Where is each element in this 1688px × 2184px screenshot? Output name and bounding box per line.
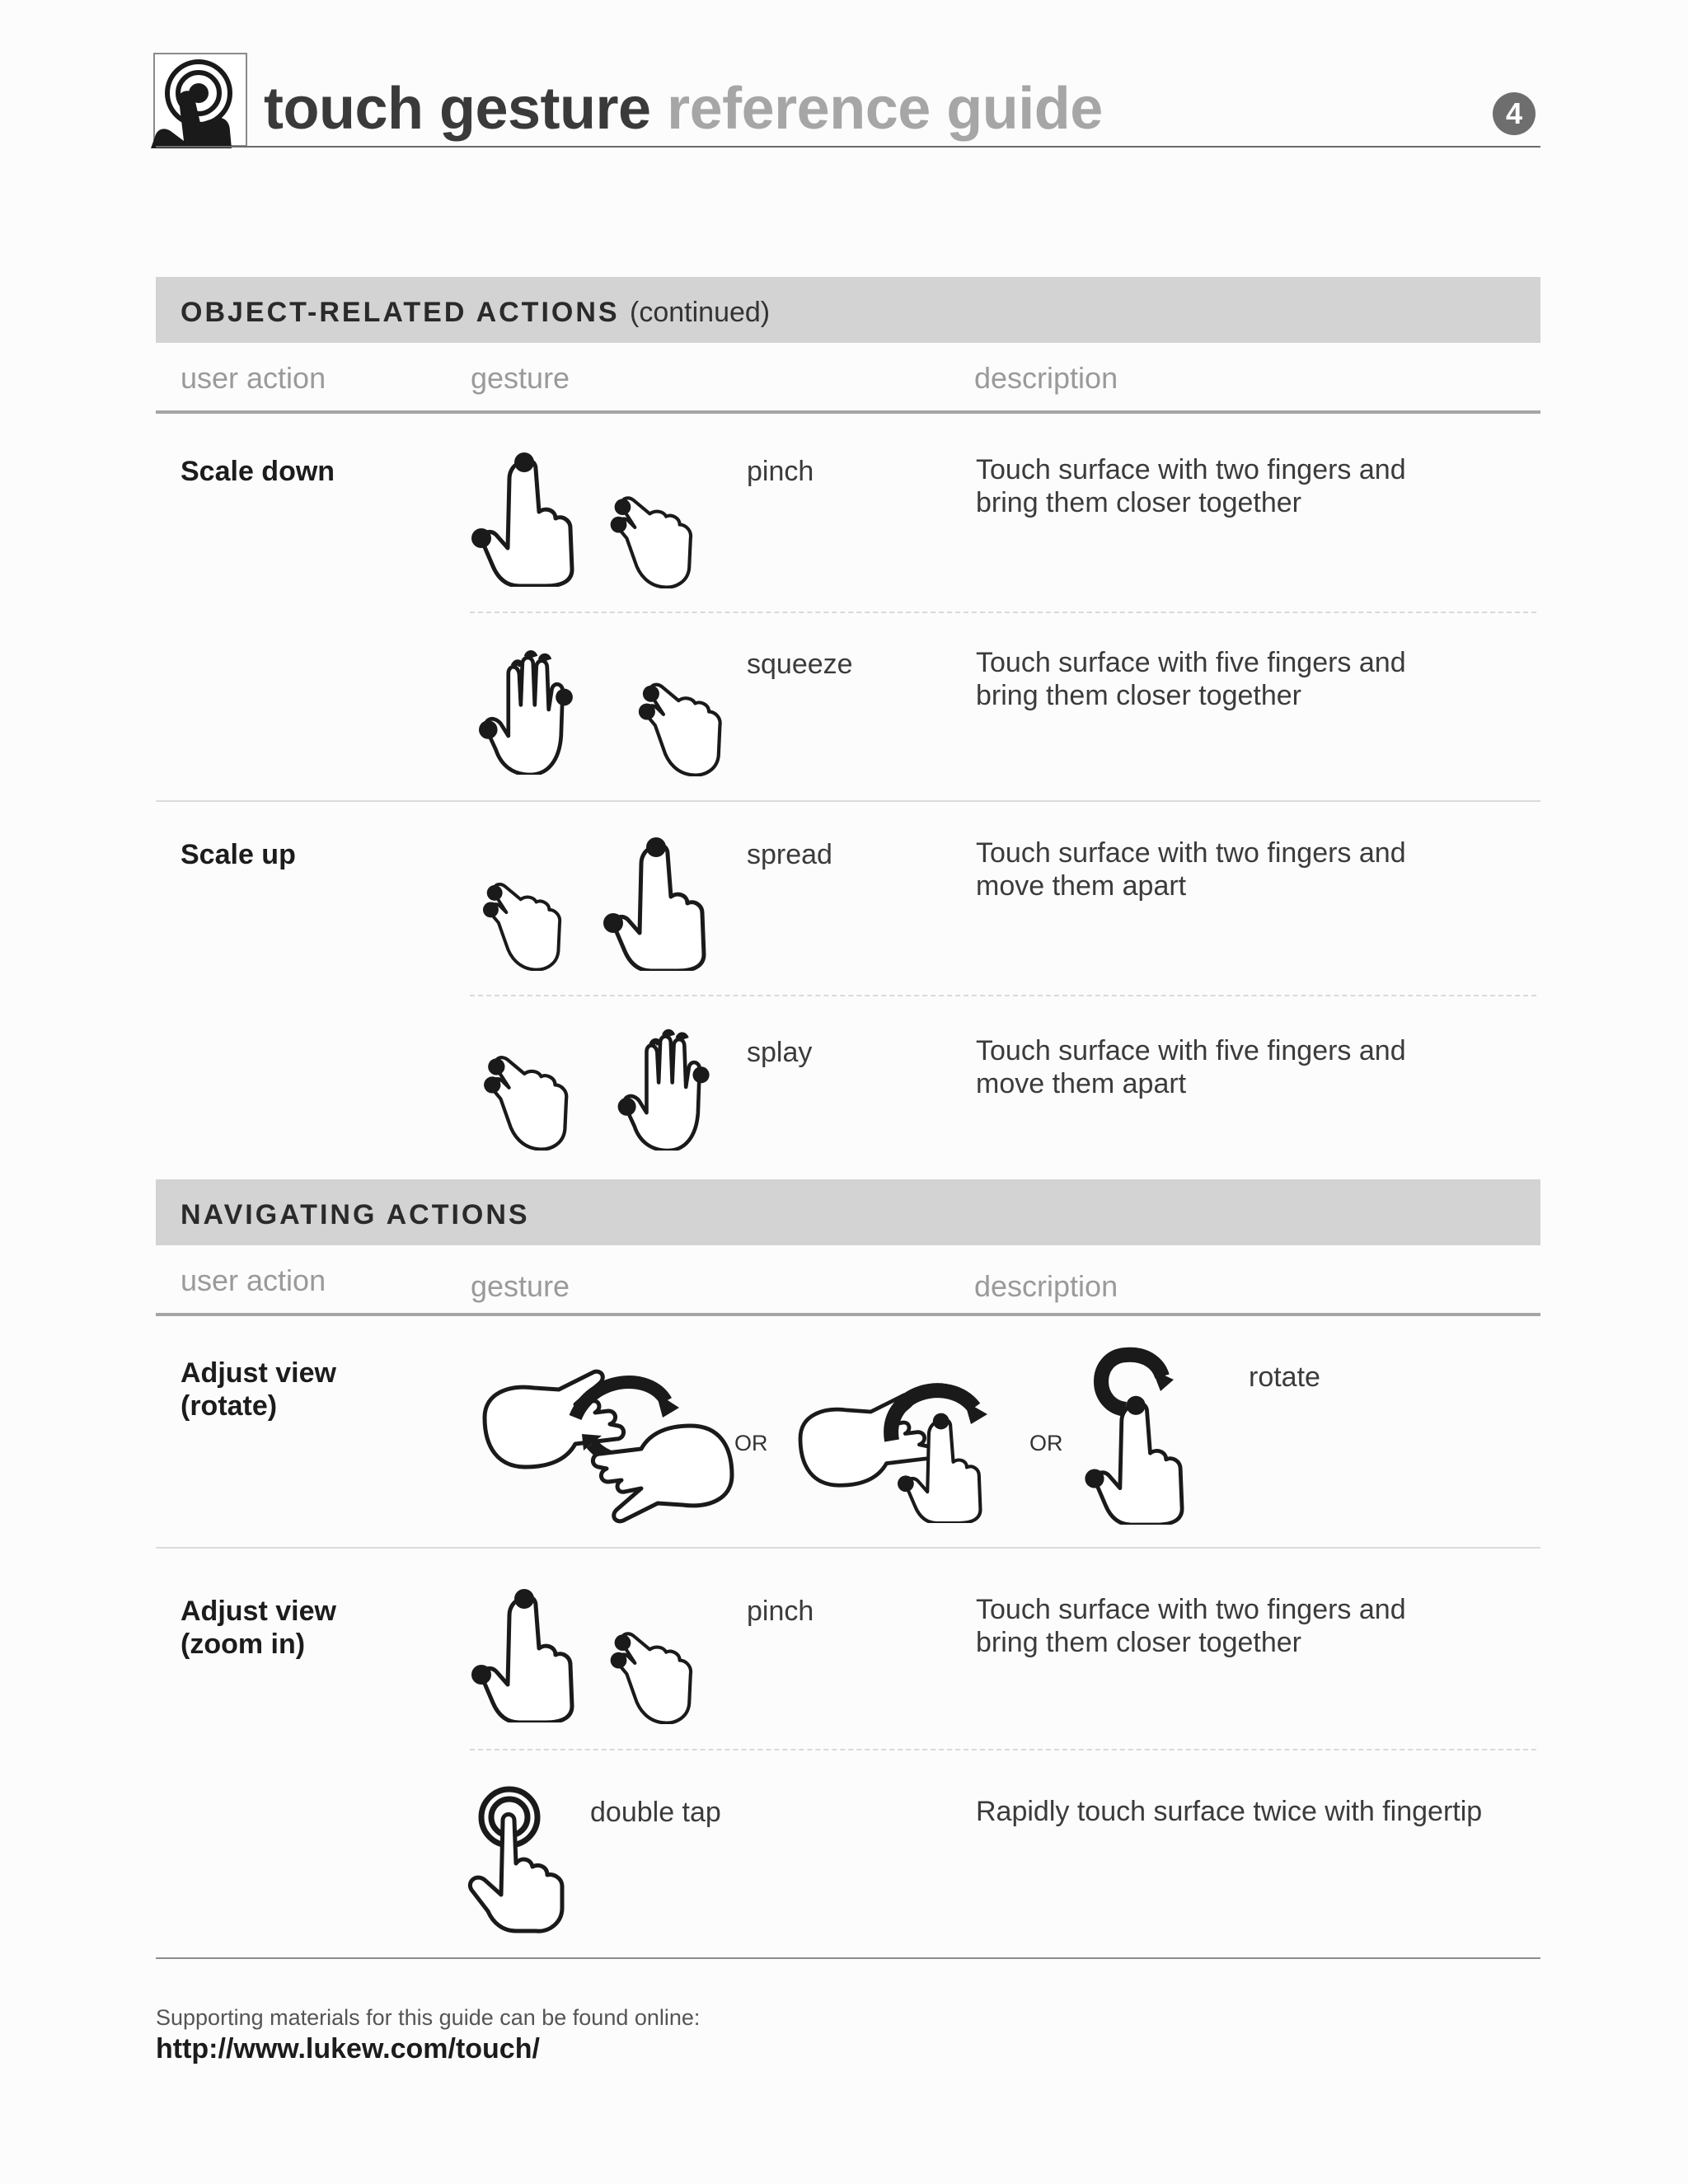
page-title bbox=[264, 73, 1103, 145]
action-scale-up: Scale up bbox=[181, 839, 296, 870]
rotate-icon bbox=[468, 1368, 748, 1525]
description-pinch: Touch surface with two fingers and bring them closer together bbox=[976, 1594, 1406, 1658]
description-double-tap: Rapidly touch surface twice with fingertip bbox=[976, 1796, 1483, 1827]
spread-icon bbox=[468, 860, 584, 971]
column-header-description: description bbox=[974, 1269, 1118, 1303]
description-pinch: Touch surface with two fingers and bring them closer together bbox=[976, 454, 1406, 518]
section-title: NAVIGATING ACTIONS bbox=[181, 1199, 530, 1230]
gesture-label-spread: spread bbox=[747, 839, 832, 870]
row-divider bbox=[156, 800, 1540, 802]
section-header-navigating-actions bbox=[156, 1179, 1540, 1245]
footer-note: Supporting materials for this guide can be found online: bbox=[156, 2005, 701, 2030]
title-light-part: reference guide bbox=[667, 76, 1103, 142]
column-header-divider bbox=[156, 1313, 1540, 1316]
row-dashed-divider bbox=[470, 995, 1536, 996]
column-header-gesture: gesture bbox=[471, 361, 570, 395]
gesture-label-squeeze: squeeze bbox=[747, 649, 853, 680]
column-header-description: description bbox=[974, 361, 1118, 395]
tap-target-hand-icon bbox=[151, 52, 250, 148]
section-subtitle: (continued) bbox=[630, 297, 771, 328]
rotate-icon bbox=[785, 1358, 1015, 1523]
description-spread: Touch surface with two fingers and move them apart bbox=[976, 837, 1406, 902]
table-bottom-divider bbox=[156, 1957, 1540, 1959]
row-dashed-divider bbox=[470, 1749, 1536, 1750]
row-divider bbox=[156, 1547, 1540, 1549]
action-scale-down: Scale down bbox=[181, 456, 335, 487]
squeeze-icon bbox=[470, 643, 593, 775]
description-squeeze: Touch surface with five fingers and bring them closer together bbox=[976, 647, 1406, 711]
header-divider bbox=[156, 146, 1540, 148]
spread-icon bbox=[602, 831, 717, 971]
pinch-icon bbox=[470, 445, 585, 587]
double-tap-icon bbox=[467, 1784, 590, 1933]
column-header-user-action: user action bbox=[181, 1263, 326, 1297]
column-header-divider bbox=[156, 410, 1540, 414]
gesture-label-splay: splay bbox=[747, 1037, 813, 1068]
row-dashed-divider bbox=[470, 612, 1536, 613]
squeeze-icon bbox=[622, 659, 746, 776]
section-title: OBJECT-RELATED ACTIONS (continued) bbox=[181, 297, 771, 328]
gesture-label-rotate: rotate bbox=[1249, 1361, 1320, 1393]
or-label: OR bbox=[734, 1431, 768, 1455]
gesture-label-pinch: pinch bbox=[747, 456, 814, 487]
gesture-label-double-tap: double tap bbox=[590, 1797, 721, 1828]
column-header-gesture: gesture bbox=[471, 1269, 570, 1303]
page-number-badge: 4 bbox=[1493, 92, 1536, 135]
gesture-label-pinch: pinch bbox=[747, 1596, 814, 1627]
column-header-user-action: user action bbox=[181, 361, 326, 395]
action-adjust-view-zoom-in: Adjust view (zoom in) bbox=[181, 1596, 336, 1660]
pinch-icon bbox=[598, 1609, 713, 1724]
or-label: OR bbox=[1029, 1431, 1063, 1455]
splay-icon bbox=[468, 1032, 592, 1151]
rotate-icon bbox=[1076, 1340, 1200, 1525]
footer-link[interactable]: http://www.lukew.com/touch/ bbox=[156, 2033, 540, 2064]
section-header-object-actions bbox=[156, 277, 1540, 343]
action-adjust-view-rotate: Adjust view (rotate) bbox=[181, 1357, 336, 1422]
description-splay: Touch surface with five fingers and move them apart bbox=[976, 1035, 1406, 1099]
title-dark-part: touch gesture bbox=[264, 76, 651, 142]
pinch-icon bbox=[470, 1582, 585, 1722]
splay-icon bbox=[607, 1022, 731, 1151]
pinch-icon bbox=[598, 473, 713, 588]
